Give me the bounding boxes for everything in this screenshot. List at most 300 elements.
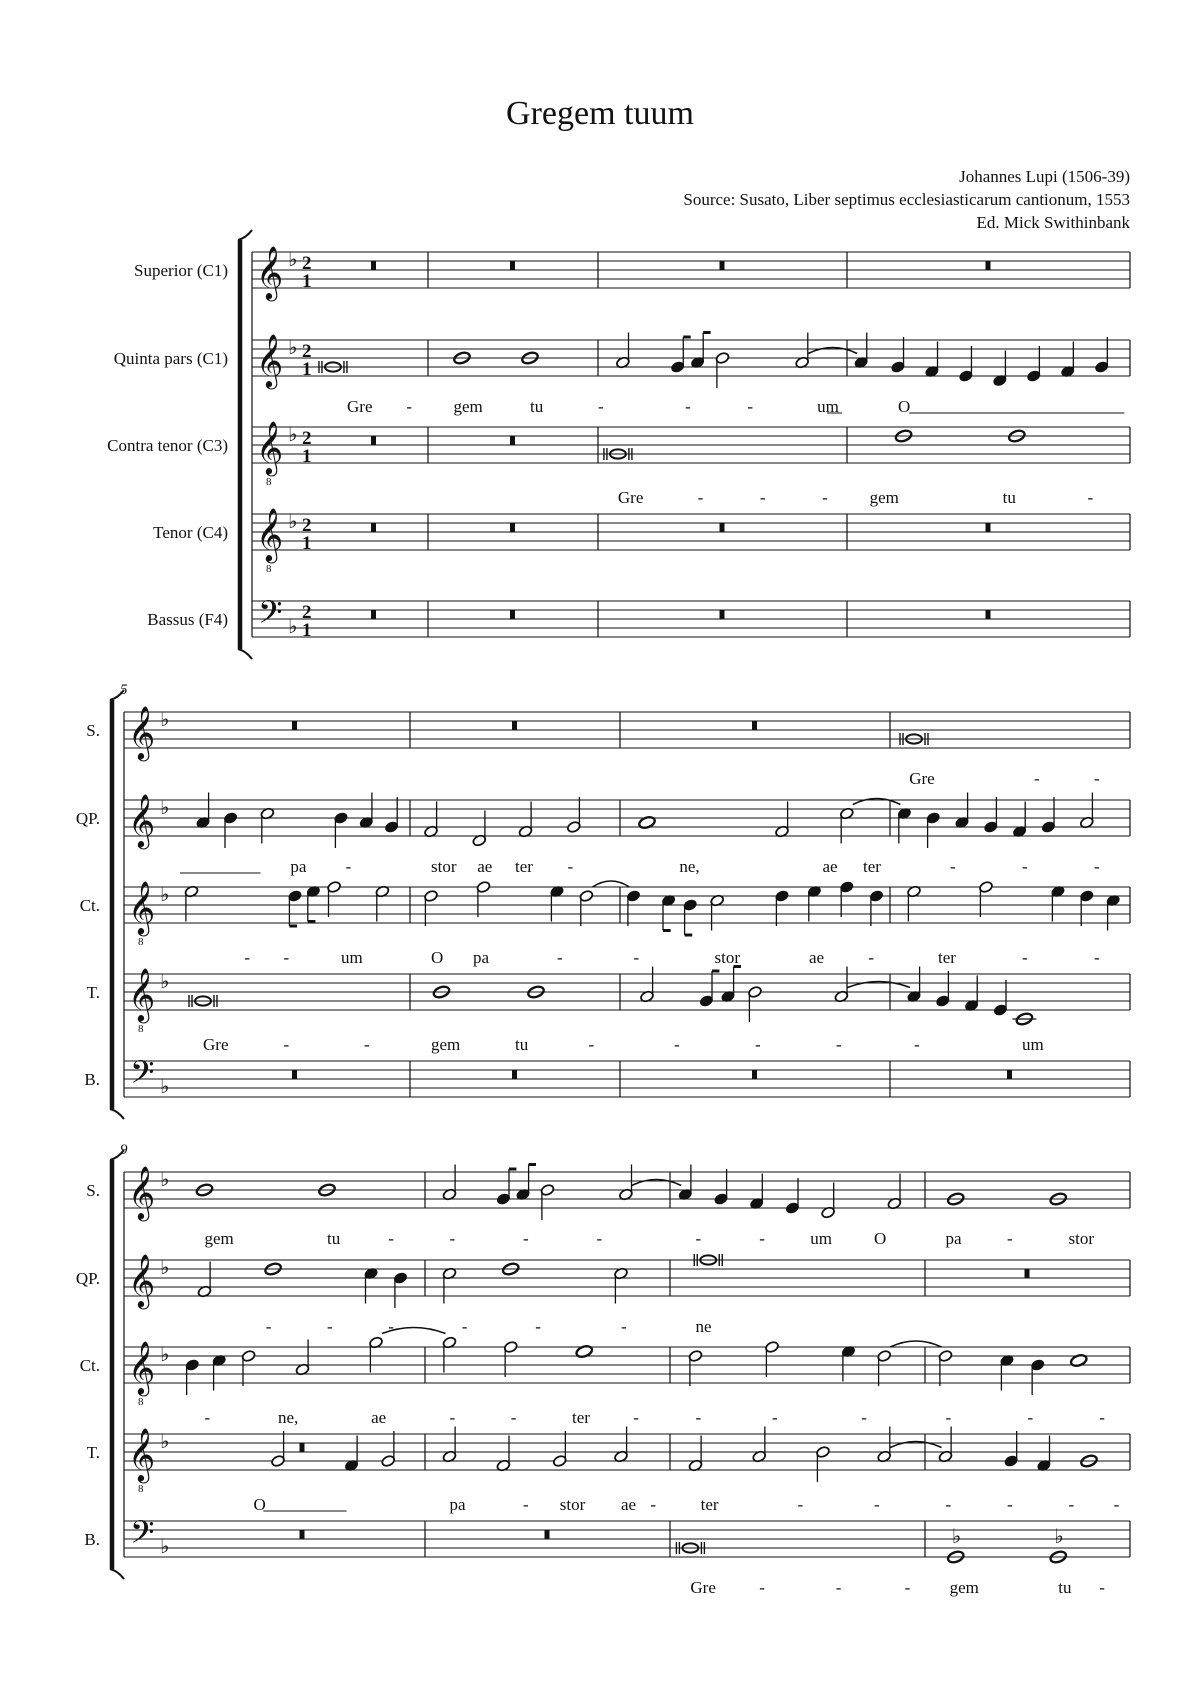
note-group	[926, 811, 941, 848]
lyric-syllable: Gre	[909, 769, 935, 788]
lyric-syllable: -	[861, 1408, 867, 1427]
note-group	[907, 885, 922, 922]
note-group	[638, 815, 656, 829]
breve-rest	[986, 523, 991, 532]
lyric-syllable: stor	[431, 857, 457, 876]
key-signature-flat-icon: ♭	[288, 422, 298, 446]
note-group	[472, 811, 487, 848]
lyric-syllable: -	[449, 1229, 456, 1248]
flat-accidental-icon: ♭	[951, 1524, 962, 1548]
note-group	[748, 985, 763, 1022]
lyric-syllable: -	[449, 1408, 456, 1427]
staff-label: S.	[86, 721, 100, 740]
lyric-syllable: -	[772, 1408, 778, 1427]
lyric-syllable: -	[1099, 1578, 1105, 1597]
note-group	[839, 807, 854, 844]
note-group	[552, 1431, 567, 1468]
system-1	[107, 230, 1130, 659]
lyric-syllable: -	[244, 948, 251, 967]
staff-2	[76, 793, 1130, 876]
note-group	[271, 1431, 286, 1468]
breve-rest	[300, 1443, 305, 1452]
lyric-syllable: -	[874, 1495, 880, 1514]
treble-clef-icon: 𝄞	[256, 420, 284, 474]
note-group	[424, 802, 439, 839]
breve-rest	[371, 523, 376, 532]
breve-rest	[720, 261, 725, 270]
staff-label: T.	[86, 983, 100, 1002]
lyric-syllable: -	[1007, 1495, 1013, 1514]
lyric-syllable: -	[1022, 948, 1028, 967]
note-group	[476, 880, 491, 917]
lyric-syllable: -	[1099, 1408, 1105, 1427]
lyric-syllable: -	[327, 1317, 333, 1336]
note-group	[1070, 1353, 1088, 1367]
lyric-syllable: tu	[327, 1229, 341, 1248]
note-group	[371, 610, 376, 619]
note-group	[752, 1427, 767, 1464]
breve-rest	[510, 523, 515, 532]
lyric-syllable: Gre	[203, 1035, 229, 1054]
lyric-syllable: -	[822, 488, 828, 507]
octave-eight-icon: 8	[138, 1483, 144, 1495]
note-group	[816, 1445, 831, 1482]
bass-clef-icon: 𝄢	[130, 1054, 155, 1098]
key-signature-flat-icon: ♭	[160, 1255, 170, 1279]
note-group	[877, 1427, 892, 1464]
lyric-syllable: Gre	[690, 1578, 716, 1597]
staff-1	[134, 245, 1130, 301]
time-signature-bottom: 1	[302, 533, 312, 554]
key-signature-flat-icon: ♭	[160, 1167, 170, 1191]
note-group	[223, 811, 238, 848]
lyric-syllable: tu	[530, 397, 544, 416]
note-group	[986, 261, 991, 270]
note-group	[877, 1349, 892, 1386]
key-signature-flat-icon: ♭	[160, 707, 170, 731]
staff-label: Bassus (F4)	[147, 610, 228, 629]
staff-4	[153, 507, 1130, 575]
note-group	[512, 721, 517, 730]
lyric-syllable: gem	[453, 397, 483, 416]
note-group	[518, 802, 533, 839]
tie-curve	[847, 982, 910, 988]
lyric-syllable: ae	[621, 1495, 637, 1514]
lyric-syllable: ter	[572, 1408, 590, 1427]
note-group	[197, 1262, 212, 1299]
note-group	[300, 1443, 305, 1452]
lyric-syllable: um	[341, 948, 363, 967]
staff-4	[87, 967, 1130, 1054]
key-signature-flat-icon: ♭	[160, 1074, 170, 1098]
staff-3	[80, 1340, 1130, 1427]
note-group	[369, 1336, 384, 1373]
system-3	[76, 1142, 1130, 1597]
lyric-syllable: -	[695, 1229, 702, 1248]
lyric-syllable: -	[759, 488, 766, 507]
system-2	[76, 682, 1130, 1119]
note-group	[721, 967, 741, 1004]
lyric-syllable: -	[461, 1317, 468, 1336]
staff-label: Quinta pars (C1)	[113, 349, 228, 368]
treble-clef-icon: 𝄞	[256, 333, 284, 387]
lyric-syllable: -	[1094, 769, 1100, 788]
note-group	[424, 889, 439, 926]
note-group	[510, 261, 515, 270]
time-signature-top: 2	[302, 515, 312, 536]
note-group	[1051, 885, 1066, 922]
key-signature-flat-icon: ♭	[288, 509, 298, 533]
breve-rest	[986, 261, 991, 270]
note-group	[986, 523, 991, 532]
note-group	[184, 885, 199, 922]
tie-curve	[808, 348, 857, 354]
lyric-syllable: -	[797, 1495, 804, 1514]
lyric-syllable: -	[697, 488, 704, 507]
lyric-syllable: -	[535, 1317, 541, 1336]
lyric-syllable: -	[1022, 857, 1028, 876]
note-group	[334, 811, 349, 848]
lyric-syllable: -	[1094, 948, 1100, 967]
note-group	[935, 971, 950, 1008]
note-group	[364, 1267, 379, 1304]
breve-rest	[300, 1530, 305, 1539]
staff-label: QP.	[75, 1269, 100, 1288]
whole-note	[1070, 1353, 1088, 1367]
note-group	[869, 889, 884, 926]
lyric-syllable: tu	[515, 1035, 529, 1054]
octave-eight-icon: 8	[138, 936, 144, 948]
note-group	[496, 1436, 511, 1473]
note-group	[442, 1427, 457, 1464]
note-group	[1036, 1436, 1051, 1473]
key-signature-flat-icon: ♭	[160, 969, 170, 993]
note-group	[292, 721, 297, 730]
breve-rest	[1007, 1070, 1012, 1079]
key-signature-flat-icon: ♭	[288, 614, 298, 638]
note-group	[775, 889, 790, 926]
note-group	[540, 1183, 555, 1220]
lyric-syllable: -	[755, 1035, 761, 1054]
note-group	[640, 967, 655, 1004]
bass-clef-icon: 𝄢	[130, 1514, 155, 1558]
octave-eight-icon: 8	[266, 476, 272, 488]
lyric-syllable: pa	[290, 857, 307, 876]
note-group	[699, 971, 719, 1008]
breve-rest	[720, 523, 725, 532]
lyric-syllable: pa	[449, 1495, 466, 1514]
lyric-syllable: -	[588, 1035, 595, 1054]
note-group	[670, 337, 690, 374]
whole-note	[575, 1344, 593, 1358]
breve-rest	[1025, 1269, 1030, 1278]
breve-rest	[371, 436, 376, 445]
lyric-syllable: -	[695, 1408, 702, 1427]
note-group	[371, 436, 376, 445]
lyric-syllable: -	[621, 1317, 627, 1336]
staff-label: T.	[86, 1443, 100, 1462]
lyric-syllable: -	[557, 948, 563, 967]
breve-rest	[510, 436, 515, 445]
note-group	[516, 1165, 536, 1202]
note-group	[503, 1340, 518, 1377]
note-group	[196, 793, 211, 830]
staff-3	[80, 880, 1130, 967]
breve-rest	[752, 721, 757, 730]
note-group	[749, 1174, 764, 1211]
note-group	[821, 1183, 836, 1220]
lyric-syllable: -	[283, 1035, 290, 1054]
staff-label: B.	[84, 1530, 100, 1549]
treble-clef-icon: 𝄞	[128, 705, 156, 759]
staff-2	[76, 1253, 1130, 1336]
note-group	[715, 351, 730, 388]
note-group	[375, 885, 390, 922]
lyric-syllable: -	[747, 397, 754, 416]
note-group	[292, 1070, 297, 1079]
tie-curve	[632, 1180, 681, 1186]
lyric-syllable: -	[759, 1578, 765, 1597]
note-group	[983, 797, 998, 834]
note-group	[545, 1530, 550, 1539]
breve-rest	[510, 261, 515, 270]
lyric-syllable: -	[388, 1317, 394, 1336]
note-group	[1030, 1358, 1045, 1395]
note-group	[720, 610, 725, 619]
note-group	[1041, 797, 1056, 834]
note-group	[442, 1267, 457, 1304]
note-group	[512, 1070, 517, 1079]
lyric-syllable: gem	[204, 1229, 234, 1248]
staff-label: B.	[84, 1070, 100, 1089]
time-signature-bottom: 1	[302, 359, 312, 380]
treble-clef-icon: 𝄞	[256, 507, 284, 561]
note-group	[661, 894, 676, 931]
breve-rest	[986, 610, 991, 619]
staff-label: Contra tenor (C3)	[107, 436, 228, 455]
note-group	[964, 976, 979, 1013]
lyric-syllable: ae	[371, 1408, 387, 1427]
key-signature-flat-icon: ♭	[160, 882, 170, 906]
note-group	[575, 1344, 593, 1358]
note-group	[442, 1336, 457, 1373]
note-group	[1026, 346, 1041, 383]
lyric-syllable: -	[364, 1035, 370, 1054]
breve-rest	[752, 1070, 757, 1079]
lyric-syllable: -	[950, 857, 956, 876]
note-group	[510, 436, 515, 445]
staff-label: Ct.	[79, 896, 100, 915]
note-group	[496, 1169, 516, 1206]
time-signature-top: 2	[302, 428, 312, 449]
note-group	[344, 1436, 359, 1473]
time-signature-bottom: 1	[302, 271, 312, 292]
source-credit: Source: Susato, Liber septimus ecclesiasticarum cantionum, 1553	[683, 190, 1130, 209]
lyric-syllable: -	[283, 948, 290, 967]
staff-label: S.	[86, 1181, 100, 1200]
key-signature-flat-icon: ♭	[288, 247, 298, 271]
breve-rest	[512, 1070, 517, 1079]
lyric-syllable: -	[265, 1317, 272, 1336]
note-group	[1060, 342, 1075, 379]
staff-label: Ct.	[79, 1356, 100, 1375]
whole-note	[638, 815, 656, 829]
treble-clef-icon: 𝄞	[128, 967, 156, 1021]
lyric-syllable: um	[810, 1229, 832, 1248]
lyric-syllable: tu	[1002, 488, 1016, 507]
staff-5	[84, 1514, 1130, 1597]
bracket-bottom	[110, 1109, 124, 1119]
lyric-syllable: um	[1022, 1035, 1044, 1054]
note-group	[986, 610, 991, 619]
lyric-syllable: ae	[822, 857, 838, 876]
note-group	[288, 889, 303, 926]
lyric-syllable: -	[596, 1229, 603, 1248]
lyric-syllable: -	[650, 1495, 657, 1514]
treble-clef-icon: 𝄞	[128, 1165, 156, 1219]
lyric-syllable: gem	[869, 488, 899, 507]
lyric-syllable: Gre	[347, 397, 373, 416]
note-group	[618, 1165, 633, 1202]
bracket-bottom	[238, 649, 252, 659]
note-group	[1000, 1354, 1015, 1391]
note-group	[897, 807, 912, 844]
breve-rest	[512, 721, 517, 730]
note-group	[1007, 1070, 1012, 1079]
staff-3	[107, 420, 1130, 507]
lyric-syllable: tu	[1058, 1578, 1072, 1597]
lyric-syllable: -	[510, 1408, 517, 1427]
key-signature-flat-icon: ♭	[160, 795, 170, 819]
note-group	[887, 1174, 902, 1211]
lyric-syllable: O	[874, 1229, 887, 1248]
staff-5	[147, 594, 1130, 641]
lyric-syllable: -	[388, 1229, 394, 1248]
treble-clef-icon: 𝄞	[128, 793, 156, 847]
key-signature-flat-icon: ♭	[160, 1342, 170, 1366]
staff-4	[87, 1427, 1130, 1514]
time-signature-bottom: 1	[302, 620, 312, 641]
note-group	[720, 261, 725, 270]
staff-1	[86, 705, 1130, 788]
lyric-syllable: stor	[1068, 1229, 1094, 1248]
breve-rest	[371, 261, 376, 270]
lyric-syllable: Gre	[617, 488, 644, 507]
lyric-syllable: ter	[515, 857, 533, 876]
note-group	[841, 1345, 856, 1382]
staff-label: Superior (C1)	[134, 261, 228, 280]
time-signature-top: 2	[302, 602, 312, 623]
key-signature-flat-icon: ♭	[160, 1429, 170, 1453]
note-group	[442, 1165, 457, 1202]
note-group	[890, 337, 905, 374]
breve-rest	[720, 610, 725, 619]
lyric-syllable: -	[204, 1408, 211, 1427]
note-group	[979, 880, 994, 917]
measure-number: 9	[120, 1142, 128, 1158]
tie-curve	[890, 1442, 941, 1448]
lyric-syllable: -	[567, 857, 574, 876]
lyric-syllable: -	[633, 1408, 639, 1427]
lyric-syllable: -	[835, 1578, 842, 1597]
note-group	[785, 1178, 800, 1215]
treble-clef-icon: 𝄞	[128, 1253, 156, 1307]
note-group	[714, 1169, 729, 1206]
lyric-syllable: -	[836, 1035, 842, 1054]
composer-credit: Johannes Lupi (1506-39)	[959, 167, 1130, 186]
treble-clef-icon: 𝄞	[128, 880, 156, 934]
note-group	[854, 333, 869, 370]
note-group	[359, 793, 374, 830]
octave-eight-icon: 8	[138, 1396, 144, 1408]
tie-curve	[890, 1341, 941, 1347]
note-group	[924, 342, 939, 379]
lyric-syllable: O	[253, 1495, 266, 1514]
lyric-syllable: um	[817, 397, 839, 416]
lyric-syllable: -	[1087, 488, 1094, 507]
lyric-syllable: -	[1113, 1495, 1120, 1514]
note-group	[626, 889, 641, 926]
note-group	[381, 1431, 396, 1468]
note-group	[834, 967, 849, 1004]
note-group	[615, 333, 630, 370]
note-group	[393, 1271, 408, 1308]
breve-rest	[510, 610, 515, 619]
lyric-syllable: -	[868, 948, 875, 967]
note-group	[907, 967, 922, 1004]
note-group	[614, 1427, 629, 1464]
staff-5	[84, 1054, 1130, 1098]
lyric-syllable: gem	[949, 1578, 979, 1597]
note-group	[185, 1358, 200, 1395]
lyric-syllable: ter	[700, 1495, 719, 1514]
note-group	[765, 1340, 780, 1377]
treble-clef-icon: 𝄞	[128, 1340, 156, 1394]
note-group	[938, 1427, 953, 1464]
lyric-syllable: -	[904, 1578, 911, 1597]
note-group	[795, 333, 810, 370]
key-signature-flat-icon: ♭	[288, 335, 298, 359]
lyric-syllable: -	[1027, 1408, 1034, 1427]
note-group	[306, 885, 321, 922]
breve-rest	[545, 1530, 550, 1539]
octave-eight-icon: 8	[266, 563, 272, 575]
lyric-syllable: ne,	[278, 1408, 299, 1427]
note-group	[579, 889, 594, 926]
lyric-syllable: O	[897, 397, 911, 416]
lyric-syllable: ter	[863, 857, 881, 876]
note-group	[614, 1267, 629, 1304]
measure-number: 5	[120, 682, 128, 698]
note-group	[295, 1340, 310, 1377]
lyric-syllable: -	[1034, 769, 1040, 788]
note-group	[371, 261, 376, 270]
note-group	[720, 523, 725, 532]
score-systems	[76, 230, 1130, 1597]
note-group	[938, 1349, 953, 1386]
note-group	[807, 885, 822, 922]
note-group	[1079, 889, 1094, 926]
lyric-syllable: -	[945, 1408, 952, 1427]
lyric-syllable: -	[598, 397, 604, 416]
note-group	[260, 807, 275, 844]
note-group	[241, 1349, 256, 1386]
note-group	[1094, 337, 1109, 374]
note-group	[992, 351, 1007, 388]
breve-rest	[371, 610, 376, 619]
tie-curve	[592, 881, 629, 887]
lyric-syllable: -	[914, 1035, 920, 1054]
